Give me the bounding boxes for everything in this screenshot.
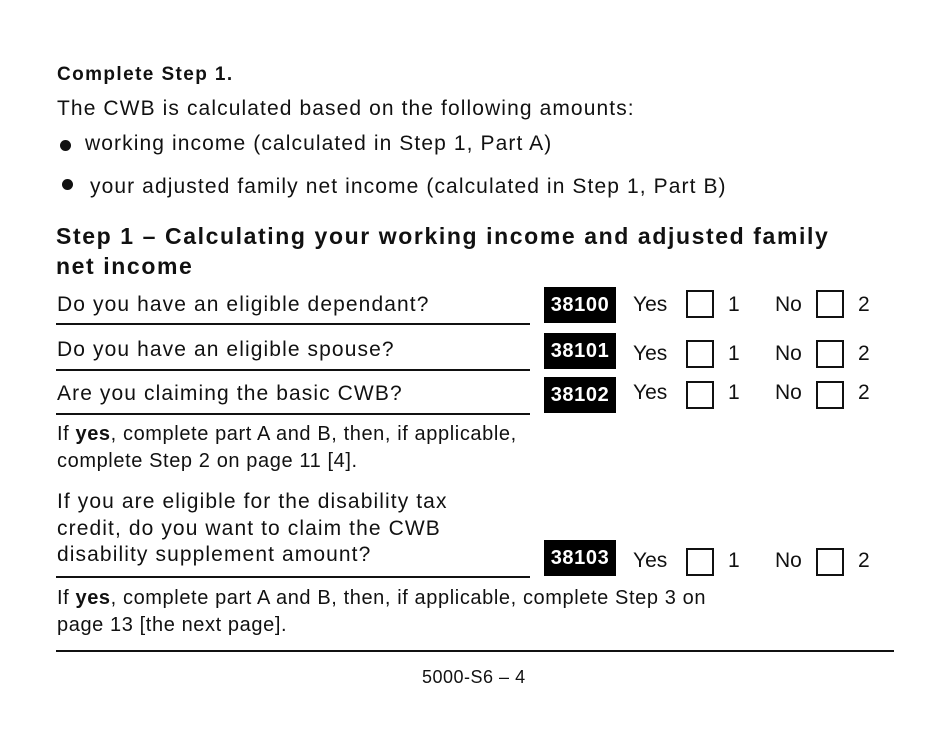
yes-label: Yes — [633, 342, 668, 365]
no-label: No — [775, 381, 802, 404]
note-step2-line1: If yes, complete part A and B, then, if applicable, — [57, 423, 517, 445]
question-disability-line2: credit, do you want to claim the CWB — [57, 517, 441, 540]
yes-label: Yes — [633, 293, 668, 316]
page-number: 5000-S6 – 4 — [422, 667, 526, 687]
yes-value: 1 — [728, 381, 740, 404]
no-label: No — [775, 549, 802, 572]
no-label: No — [775, 342, 802, 365]
spouse-no-checkbox[interactable] — [816, 340, 844, 368]
complete-step-heading: Complete Step 1. — [57, 64, 234, 85]
yes-value: 1 — [728, 293, 740, 316]
note-step2-line2: complete Step 2 on page 11 [4]. — [57, 450, 358, 472]
no-value: 2 — [858, 549, 870, 572]
question-basic-cwb: Are you claiming the basic CWB? — [57, 382, 403, 405]
question-disability-line1: If you are eligible for the disability tax — [57, 490, 448, 513]
step1-title-line2: net income — [56, 253, 194, 279]
basic-cwb-no-checkbox[interactable] — [816, 381, 844, 409]
line-code-38102: 38102 — [544, 377, 616, 413]
basic-cwb-yes-checkbox[interactable] — [686, 381, 714, 409]
dependant-no-checkbox[interactable] — [816, 290, 844, 318]
note-step3-line2: page 13 [the next page]. — [57, 614, 288, 636]
line-code-38100: 38100 — [544, 287, 616, 323]
note-step3-line1: If yes, complete part A and B, then, if applicable, complete Step 3 on — [57, 587, 707, 609]
intro-lead: The CWB is calculated based on the following amounts: — [57, 97, 635, 120]
yes-value: 1 — [728, 342, 740, 365]
question-disability-line3: disability supplement amount? — [57, 543, 372, 566]
disability-yes-checkbox[interactable] — [686, 548, 714, 576]
question-underline — [56, 369, 530, 371]
question-underline — [56, 323, 530, 325]
question-underline — [56, 576, 530, 578]
no-value: 2 — [858, 381, 870, 404]
bullet-icon — [60, 140, 71, 151]
line-code-38103: 38103 — [544, 540, 616, 576]
dependant-yes-checkbox[interactable] — [686, 290, 714, 318]
yes-label: Yes — [633, 549, 668, 572]
spouse-yes-checkbox[interactable] — [686, 340, 714, 368]
line-code-38101: 38101 — [544, 333, 616, 369]
no-label: No — [775, 293, 802, 316]
footer-rule — [56, 650, 894, 652]
bullet-adjusted-income: your adjusted family net income (calculated in Step 1, Part B) — [90, 175, 727, 198]
yes-value: 1 — [728, 549, 740, 572]
no-value: 2 — [858, 293, 870, 316]
no-value: 2 — [858, 342, 870, 365]
question-eligible-spouse: Do you have an eligible spouse? — [57, 338, 395, 361]
bullet-working-income: working income (calculated in Step 1, Part A) — [85, 132, 553, 155]
bullet-icon — [62, 179, 73, 190]
step1-title-line1: Step 1 – Calculating your working income and adjusted family — [56, 223, 830, 249]
question-eligible-dependant: Do you have an eligible dependant? — [57, 293, 430, 316]
yes-label: Yes — [633, 381, 668, 404]
disability-no-checkbox[interactable] — [816, 548, 844, 576]
question-underline — [56, 413, 530, 415]
